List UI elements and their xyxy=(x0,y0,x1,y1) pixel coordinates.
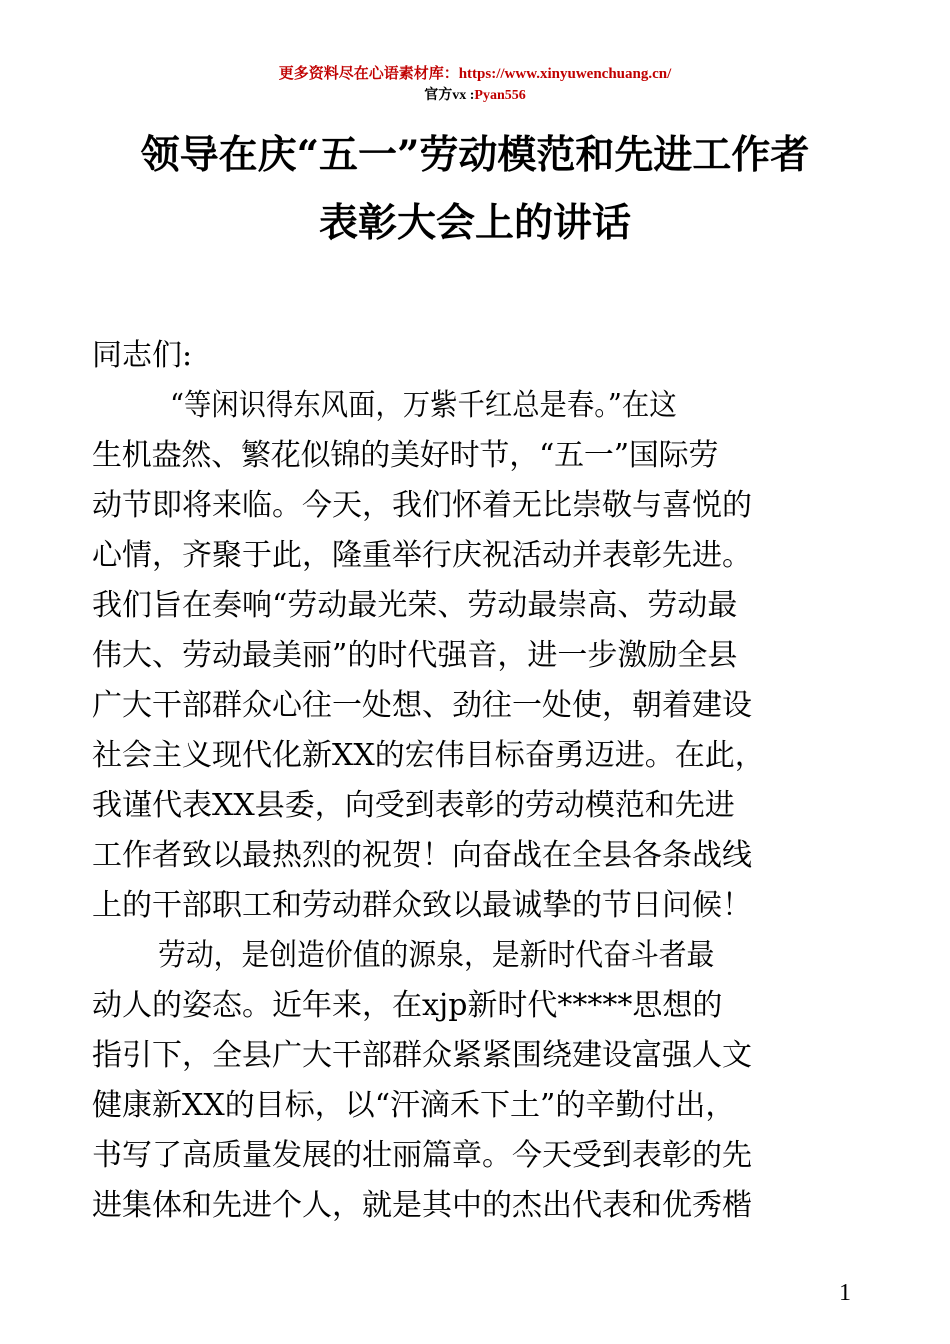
body-line: 健康新XX的目标，以“汗滴禾下土”的辛勤付出， xyxy=(92,1088,736,1123)
source-url-link[interactable]: https://www.xinyuwenchuang.cn/ xyxy=(458,66,672,82)
source-banner xyxy=(0,64,950,84)
body-line: 指引下，全县广大干部群众紧紧围绕建设富强人文 xyxy=(92,1038,752,1073)
body-line: 伟大、劳动最美丽”的时代强音，进一步激励全县 xyxy=(92,638,738,673)
body-line: 生机盎然、繁花似锦的美好时节，“五一”国际劳 xyxy=(92,438,719,473)
document-title-line-1: 领导在庆“五一”劳动模范和先进工作者 xyxy=(140,132,810,178)
body-line: 我们旨在奏响“劳动最光荣、劳动最崇高、劳动最 xyxy=(92,588,738,623)
body-line: 书写了高质量发展的壮丽篇章。今天受到表彰的先 xyxy=(92,1138,752,1173)
salutation: 同志们: xyxy=(92,338,193,373)
body-line: 进集体和先进个人，就是其中的杰出代表和优秀楷 xyxy=(92,1188,752,1223)
page-number: 1 xyxy=(839,1280,851,1306)
contact-prefix: 官方vx : xyxy=(424,88,475,103)
contact-line xyxy=(0,86,950,106)
body-line: 动人的姿态。近年来，在xjp新时代*****思想的 xyxy=(92,988,723,1023)
body-line: 广大干部群众心往一处想、劲往一处使，朝着建设 xyxy=(92,688,752,723)
contact-id: Pyan556 xyxy=(474,88,526,103)
body-line: 我谨代表XX县委，向受到表彰的劳动模范和先进 xyxy=(92,788,735,823)
body-line: 劳动，是创造价值的源泉，是新时代奋斗者最 xyxy=(158,938,715,973)
body-line: 心情，齐聚于此，隆重举行庆祝活动并表彰先进。 xyxy=(92,538,752,573)
body-line: 上的干部职工和劳动群众致以最诚挚的节日问候！ xyxy=(92,888,752,923)
source-banner-prefix: 更多资料尽在心语素材库： xyxy=(278,66,459,82)
body-line: “等闲识得东风面，万紫千红总是春。”在这 xyxy=(170,388,677,423)
body-line: 动节即将来临。今天，我们怀着无比崇敬与喜悦的 xyxy=(92,488,752,523)
body-line: 工作者致以最热烈的祝贺！向奋战在全县各条战线 xyxy=(92,838,752,873)
document-title-line-2: 表彰大会上的讲话 xyxy=(318,200,631,246)
body-line: 社会主义现代化新XX的宏伟目标奋勇迈进。在此， xyxy=(92,738,765,773)
